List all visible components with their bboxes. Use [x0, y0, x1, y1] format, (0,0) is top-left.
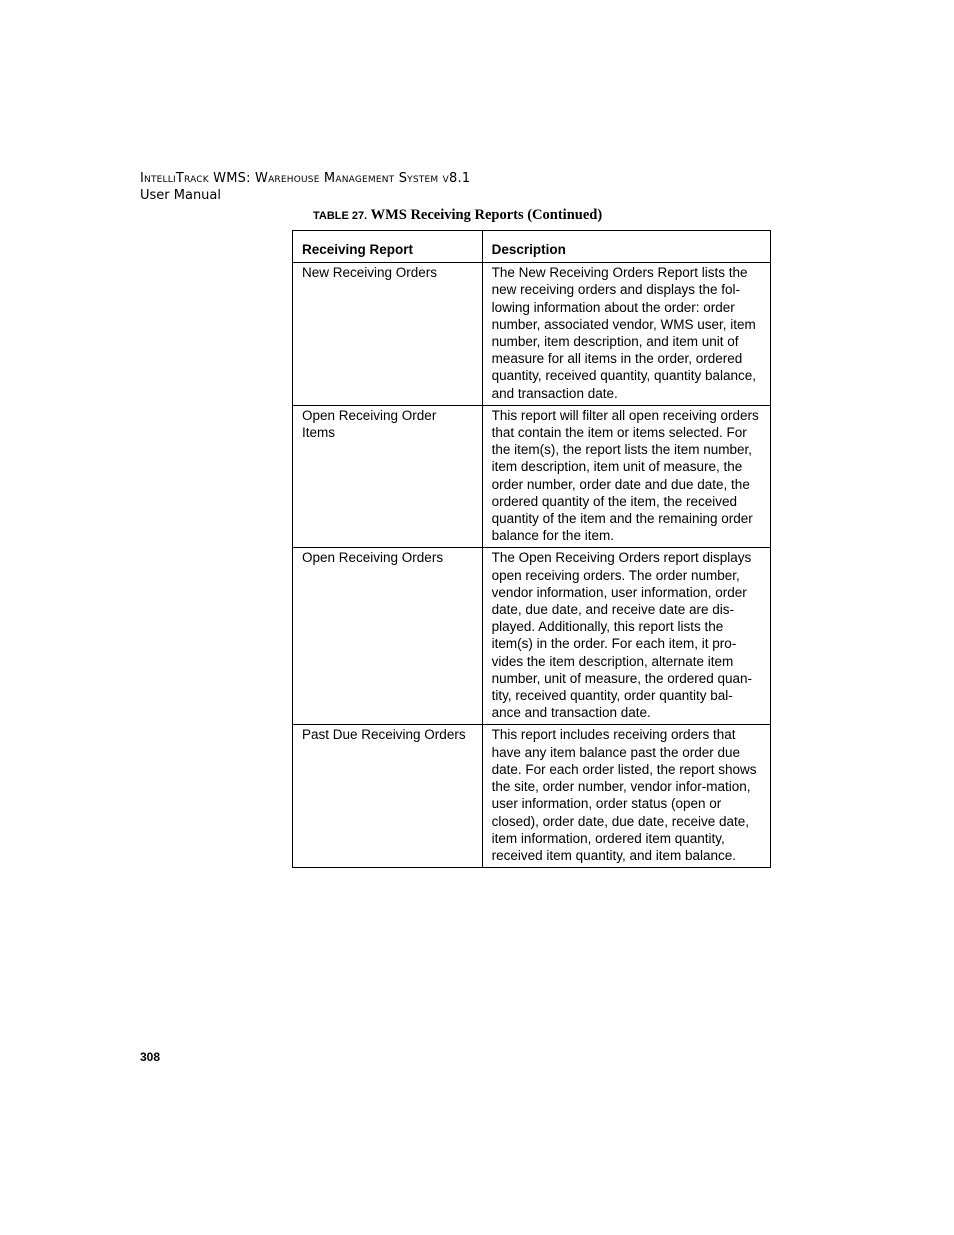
table-row [293, 725, 771, 868]
table-caption [313, 206, 602, 225]
running-header-title: IntelliTrack WMS: Warehouse Management System v8.1 [140, 171, 471, 186]
report-name-cell: Open Receiving Orders [293, 548, 483, 725]
table-header-row [293, 231, 771, 263]
report-name-cell: Open Receiving Order Items [293, 405, 483, 548]
report-description-cell: This report includes receiving orders that have any item balance past the order due date. For each order listed, the report shows the site, order number, vendor infor-mation, user information, order status (open or closed), order date, due date, receive date, item information, ordered item quantity, received item quantity, and item balance. [482, 725, 770, 868]
column-header-description: Description [482, 231, 770, 263]
receiving-reports-table [292, 230, 771, 868]
table-row [293, 263, 771, 406]
page-number: 308 [140, 1050, 161, 1064]
table-row [293, 405, 771, 548]
column-header-receiving-report: Receiving Report [293, 231, 483, 263]
table-row [293, 548, 771, 725]
report-description-cell: The Open Receiving Orders report displays open receiving orders. The order number, vendor information, user information, order date, due date, and receive date are dis-played. Additionally, this report lists the item(s) in the order. For each item, it pro-vides the item description, alternate item number, unit of measure, the ordered quan-tity, received quantity, order quantity bal-ance and transaction date. [482, 548, 770, 725]
table-caption-label: TABLE 27. [313, 210, 368, 222]
report-name-cell: New Receiving Orders [293, 263, 483, 406]
report-name-cell: Past Due Receiving Orders [293, 725, 483, 868]
table-caption-title: WMS Receiving Reports (Continued) [367, 207, 603, 223]
report-description-cell: This report will filter all open receiving orders that contain the item or items selected. For the item(s), the report lists the item number, item description, item unit of measure, the order number, order date and due date, the ordered quantity of the item, the received quantity of the item and the remaining order balance for the item. [482, 405, 770, 548]
running-header-subtitle: User Manual [140, 188, 222, 203]
report-description-cell: The New Receiving Orders Report lists the new receiving orders and displays the fol-lowing information about the order: order number, associated vendor, WMS user, item number, item description, and item unit of measure for all items in the order, ordered quantity, received quantity, quantity balance, and transaction date. [482, 263, 770, 406]
